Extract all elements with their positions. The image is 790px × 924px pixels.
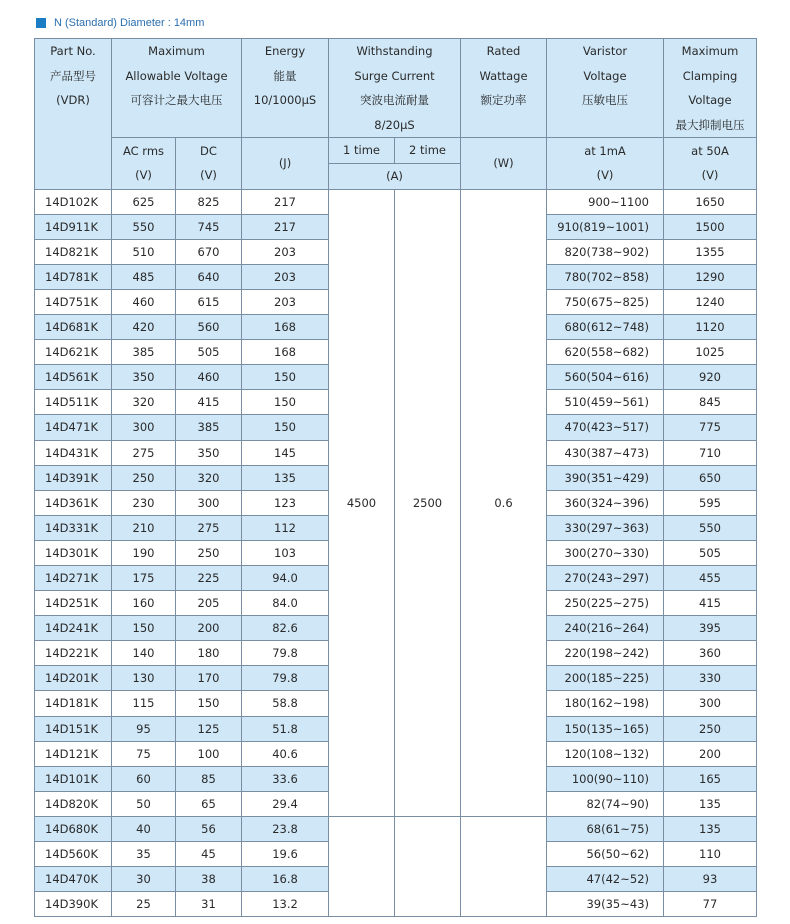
part-number-cell: 14D751K bbox=[35, 289, 112, 314]
varistor-voltage-cell: 910(819~1001) bbox=[547, 214, 664, 239]
ac-rms-cell: 300 bbox=[112, 415, 176, 440]
part-number-cell: 14D151K bbox=[35, 716, 112, 741]
ac-rms-cell: 385 bbox=[112, 340, 176, 365]
part-number-cell: 14D331K bbox=[35, 515, 112, 540]
energy-cell: 150 bbox=[242, 415, 329, 440]
table-body bbox=[35, 189, 757, 917]
header-energy bbox=[242, 39, 329, 138]
clamping-voltage-cell: 415 bbox=[664, 591, 757, 616]
energy-cell: 203 bbox=[242, 239, 329, 264]
header-clamping-sub bbox=[664, 138, 757, 189]
dc-cell: 505 bbox=[176, 340, 242, 365]
dc-cell: 320 bbox=[176, 465, 242, 490]
ac-rms-cell: 230 bbox=[112, 490, 176, 515]
dc-cell: 350 bbox=[176, 440, 242, 465]
part-number-cell: 14D101K bbox=[35, 766, 112, 791]
dc-cell: 100 bbox=[176, 741, 242, 766]
energy-cell: 135 bbox=[242, 465, 329, 490]
dc-cell: 275 bbox=[176, 515, 242, 540]
clamping-voltage-cell: 200 bbox=[664, 741, 757, 766]
energy-cell: 203 bbox=[242, 289, 329, 314]
merged-surge-2-cell: 2500 bbox=[395, 189, 461, 816]
clamping-voltage-cell: 920 bbox=[664, 365, 757, 390]
dc-cell: 180 bbox=[176, 641, 242, 666]
header-text: Allowable Voltage bbox=[125, 68, 228, 83]
dc-cell: 615 bbox=[176, 289, 242, 314]
ac-rms-cell: 140 bbox=[112, 641, 176, 666]
table-row bbox=[35, 189, 757, 214]
header-text: Wattage bbox=[479, 68, 528, 83]
varistor-voltage-cell: 150(135~165) bbox=[547, 716, 664, 741]
varistor-voltage-cell: 180(162~198) bbox=[547, 691, 664, 716]
part-number-cell: 14D911K bbox=[35, 214, 112, 239]
clamping-voltage-cell: 250 bbox=[664, 716, 757, 741]
table-header bbox=[35, 39, 757, 190]
header-text: Maximum bbox=[681, 44, 739, 58]
ac-rms-cell: 30 bbox=[112, 867, 176, 892]
part-number-cell: 14D361K bbox=[35, 490, 112, 515]
varistor-voltage-cell: 360(324~396) bbox=[547, 490, 664, 515]
header-text: Part No. bbox=[50, 44, 96, 58]
varistor-voltage-cell: 820(738~902) bbox=[547, 239, 664, 264]
merged-wattage-cell: 0.6 bbox=[461, 189, 547, 816]
header-text: DC bbox=[200, 143, 217, 158]
dc-cell: 85 bbox=[176, 766, 242, 791]
header-text: 压敏电压 bbox=[582, 93, 628, 108]
clamping-voltage-cell: 710 bbox=[664, 440, 757, 465]
energy-cell: 168 bbox=[242, 340, 329, 365]
dc-cell: 45 bbox=[176, 842, 242, 867]
empty-wattage-cell bbox=[461, 816, 547, 916]
spec-table bbox=[34, 38, 757, 917]
varistor-voltage-cell: 750(675~825) bbox=[547, 289, 664, 314]
part-number-cell: 14D121K bbox=[35, 741, 112, 766]
header-surge-1: 1 time bbox=[329, 138, 395, 164]
header-wattage-unit: (W) bbox=[461, 138, 547, 189]
part-number-cell: 14D681K bbox=[35, 315, 112, 340]
varistor-voltage-cell: 620(558~682) bbox=[547, 340, 664, 365]
header-clamping bbox=[664, 39, 757, 138]
header-text: (V) bbox=[596, 168, 614, 183]
ac-rms-cell: 130 bbox=[112, 666, 176, 691]
clamping-voltage-cell: 1290 bbox=[664, 264, 757, 289]
clamping-voltage-cell: 330 bbox=[664, 666, 757, 691]
energy-cell: 23.8 bbox=[242, 816, 329, 841]
dc-cell: 640 bbox=[176, 264, 242, 289]
clamping-voltage-cell: 455 bbox=[664, 565, 757, 590]
varistor-voltage-cell: 82(74~90) bbox=[547, 791, 664, 816]
energy-cell: 84.0 bbox=[242, 591, 329, 616]
dc-cell: 150 bbox=[176, 691, 242, 716]
header-text: Rated bbox=[486, 44, 521, 58]
ac-rms-cell: 510 bbox=[112, 239, 176, 264]
header-varistor-sub bbox=[547, 138, 664, 189]
ac-rms-cell: 60 bbox=[112, 766, 176, 791]
header-text: Voltage bbox=[583, 68, 627, 83]
varistor-voltage-cell: 430(387~473) bbox=[547, 440, 664, 465]
part-number-cell: 14D820K bbox=[35, 791, 112, 816]
header-text: Maximum bbox=[148, 44, 205, 58]
energy-cell: 103 bbox=[242, 540, 329, 565]
dc-cell: 745 bbox=[176, 214, 242, 239]
part-number-cell: 14D470K bbox=[35, 867, 112, 892]
header-surge bbox=[329, 39, 461, 138]
clamping-voltage-cell: 845 bbox=[664, 390, 757, 415]
varistor-voltage-cell: 68(61~75) bbox=[547, 816, 664, 841]
varistor-voltage-cell: 680(612~748) bbox=[547, 315, 664, 340]
dc-cell: 385 bbox=[176, 415, 242, 440]
energy-cell: 40.6 bbox=[242, 741, 329, 766]
section-title: N (Standard) Diameter : 14mm bbox=[54, 17, 205, 29]
header-text: at 50A bbox=[691, 143, 729, 158]
part-number-cell: 14D221K bbox=[35, 641, 112, 666]
header-text: (V) bbox=[701, 168, 719, 183]
varistor-voltage-cell: 100(90~110) bbox=[547, 766, 664, 791]
header-text: (VDR) bbox=[56, 93, 90, 108]
ac-rms-cell: 485 bbox=[112, 264, 176, 289]
header-text: 8/20μS bbox=[374, 117, 415, 132]
dc-cell: 670 bbox=[176, 239, 242, 264]
empty-surge-1-cell bbox=[329, 816, 395, 916]
energy-cell: 51.8 bbox=[242, 716, 329, 741]
dc-cell: 250 bbox=[176, 540, 242, 565]
varistor-voltage-cell: 560(504~616) bbox=[547, 365, 664, 390]
dc-cell: 31 bbox=[176, 892, 242, 917]
header-text: Varistor bbox=[582, 44, 628, 58]
energy-cell: 29.4 bbox=[242, 791, 329, 816]
energy-cell: 217 bbox=[242, 214, 329, 239]
empty-surge-2-cell bbox=[395, 816, 461, 916]
energy-cell: 79.8 bbox=[242, 641, 329, 666]
part-number-cell: 14D561K bbox=[35, 365, 112, 390]
header-text: Clamping bbox=[682, 68, 738, 83]
part-number-cell: 14D390K bbox=[35, 892, 112, 917]
header-text: (V) bbox=[135, 168, 152, 183]
part-number-cell: 14D391K bbox=[35, 465, 112, 490]
ac-rms-cell: 150 bbox=[112, 616, 176, 641]
varistor-voltage-cell: 330(297~363) bbox=[547, 515, 664, 540]
energy-cell: 150 bbox=[242, 390, 329, 415]
ac-rms-cell: 460 bbox=[112, 289, 176, 314]
header-text: (V) bbox=[200, 168, 217, 183]
dc-cell: 170 bbox=[176, 666, 242, 691]
clamping-voltage-cell: 135 bbox=[664, 816, 757, 841]
clamping-voltage-cell: 1120 bbox=[664, 315, 757, 340]
header-text: Withstanding bbox=[356, 44, 433, 58]
part-number-cell: 14D251K bbox=[35, 591, 112, 616]
varistor-voltage-cell: 240(216~264) bbox=[547, 616, 664, 641]
clamping-voltage-cell: 360 bbox=[664, 641, 757, 666]
ac-rms-cell: 175 bbox=[112, 565, 176, 590]
varistor-voltage-cell: 39(35~43) bbox=[547, 892, 664, 917]
dc-cell: 460 bbox=[176, 365, 242, 390]
clamping-voltage-cell: 550 bbox=[664, 515, 757, 540]
part-number-cell: 14D201K bbox=[35, 666, 112, 691]
part-number-cell: 14D680K bbox=[35, 816, 112, 841]
clamping-voltage-cell: 595 bbox=[664, 490, 757, 515]
header-part-no bbox=[35, 39, 112, 190]
dc-cell: 825 bbox=[176, 189, 242, 214]
header-text: 可容计之最大电压 bbox=[130, 93, 223, 108]
ac-rms-cell: 160 bbox=[112, 591, 176, 616]
dc-cell: 415 bbox=[176, 390, 242, 415]
energy-cell: 16.8 bbox=[242, 867, 329, 892]
part-number-cell: 14D181K bbox=[35, 691, 112, 716]
varistor-voltage-cell: 250(225~275) bbox=[547, 591, 664, 616]
energy-cell: 123 bbox=[242, 490, 329, 515]
ac-rms-cell: 40 bbox=[112, 816, 176, 841]
part-number-cell: 14D560K bbox=[35, 842, 112, 867]
clamping-voltage-cell: 1500 bbox=[664, 214, 757, 239]
header-text: 突波电流耐量 bbox=[360, 93, 429, 108]
energy-cell: 203 bbox=[242, 264, 329, 289]
ac-rms-cell: 420 bbox=[112, 315, 176, 340]
ac-rms-cell: 190 bbox=[112, 540, 176, 565]
dc-cell: 205 bbox=[176, 591, 242, 616]
clamping-voltage-cell: 135 bbox=[664, 791, 757, 816]
ac-rms-cell: 550 bbox=[112, 214, 176, 239]
part-number-cell: 14D301K bbox=[35, 540, 112, 565]
bullet-square-icon bbox=[36, 18, 46, 28]
ac-rms-cell: 95 bbox=[112, 716, 176, 741]
header-energy-unit: (J) bbox=[242, 138, 329, 189]
varistor-voltage-cell: 270(243~297) bbox=[547, 565, 664, 590]
clamping-voltage-cell: 1355 bbox=[664, 239, 757, 264]
ac-rms-cell: 350 bbox=[112, 365, 176, 390]
clamping-voltage-cell: 775 bbox=[664, 415, 757, 440]
energy-cell: 79.8 bbox=[242, 666, 329, 691]
merged-surge-1-cell: 4500 bbox=[329, 189, 395, 816]
varistor-voltage-cell: 220(198~242) bbox=[547, 641, 664, 666]
header-dc bbox=[176, 138, 242, 189]
part-number-cell: 14D821K bbox=[35, 239, 112, 264]
dc-cell: 65 bbox=[176, 791, 242, 816]
header-varistor bbox=[547, 39, 664, 138]
clamping-voltage-cell: 505 bbox=[664, 540, 757, 565]
ac-rms-cell: 50 bbox=[112, 791, 176, 816]
ac-rms-cell: 25 bbox=[112, 892, 176, 917]
energy-cell: 112 bbox=[242, 515, 329, 540]
varistor-voltage-cell: 780(702~858) bbox=[547, 264, 664, 289]
varistor-voltage-cell: 390(351~429) bbox=[547, 465, 664, 490]
energy-cell: 58.8 bbox=[242, 691, 329, 716]
header-wattage bbox=[461, 39, 547, 138]
energy-cell: 13.2 bbox=[242, 892, 329, 917]
clamping-voltage-cell: 165 bbox=[664, 766, 757, 791]
varistor-voltage-cell: 300(270~330) bbox=[547, 540, 664, 565]
header-text: 最大抑制电压 bbox=[675, 117, 745, 132]
part-number-cell: 14D621K bbox=[35, 340, 112, 365]
part-number-cell: 14D471K bbox=[35, 415, 112, 440]
ac-rms-cell: 210 bbox=[112, 515, 176, 540]
dc-cell: 125 bbox=[176, 716, 242, 741]
header-text: Voltage bbox=[688, 93, 732, 108]
header-surge-2: 2 time bbox=[395, 138, 461, 164]
part-number-cell: 14D102K bbox=[35, 189, 112, 214]
dc-cell: 560 bbox=[176, 315, 242, 340]
energy-cell: 33.6 bbox=[242, 766, 329, 791]
varistor-voltage-cell: 510(459~561) bbox=[547, 390, 664, 415]
header-text: at 1mA bbox=[584, 143, 626, 158]
dc-cell: 200 bbox=[176, 616, 242, 641]
ac-rms-cell: 320 bbox=[112, 390, 176, 415]
part-number-cell: 14D781K bbox=[35, 264, 112, 289]
ac-rms-cell: 625 bbox=[112, 189, 176, 214]
varistor-voltage-cell: 56(50~62) bbox=[547, 842, 664, 867]
clamping-voltage-cell: 1650 bbox=[664, 189, 757, 214]
header-text: 能量 bbox=[273, 68, 297, 83]
part-number-cell: 14D271K bbox=[35, 565, 112, 590]
energy-cell: 217 bbox=[242, 189, 329, 214]
header-text: 产品型号 bbox=[50, 68, 96, 83]
ac-rms-cell: 75 bbox=[112, 741, 176, 766]
dc-cell: 56 bbox=[176, 816, 242, 841]
clamping-voltage-cell: 77 bbox=[664, 892, 757, 917]
header-ac-rms bbox=[112, 138, 176, 189]
clamping-voltage-cell: 1240 bbox=[664, 289, 757, 314]
varistor-voltage-cell: 120(108~132) bbox=[547, 741, 664, 766]
header-text: 10/1000μS bbox=[253, 93, 317, 108]
clamping-voltage-cell: 395 bbox=[664, 616, 757, 641]
header-text: Energy bbox=[264, 44, 306, 58]
dc-cell: 300 bbox=[176, 490, 242, 515]
part-number-cell: 14D241K bbox=[35, 616, 112, 641]
varistor-voltage-cell: 900~1100 bbox=[547, 189, 664, 214]
header-text: Surge Current bbox=[354, 68, 435, 83]
clamping-voltage-cell: 110 bbox=[664, 842, 757, 867]
varistor-voltage-cell: 470(423~517) bbox=[547, 415, 664, 440]
varistor-voltage-cell: 200(185~225) bbox=[547, 666, 664, 691]
energy-cell: 168 bbox=[242, 315, 329, 340]
header-max-voltage bbox=[112, 39, 242, 138]
ac-rms-cell: 35 bbox=[112, 842, 176, 867]
energy-cell: 94.0 bbox=[242, 565, 329, 590]
part-number-cell: 14D511K bbox=[35, 390, 112, 415]
ac-rms-cell: 275 bbox=[112, 440, 176, 465]
spec-table-wrapper bbox=[34, 38, 757, 917]
ac-rms-cell: 115 bbox=[112, 691, 176, 716]
clamping-voltage-cell: 1025 bbox=[664, 340, 757, 365]
ac-rms-cell: 250 bbox=[112, 465, 176, 490]
clamping-voltage-cell: 650 bbox=[664, 465, 757, 490]
header-text: 额定功率 bbox=[480, 93, 527, 108]
energy-cell: 150 bbox=[242, 365, 329, 390]
dc-cell: 38 bbox=[176, 867, 242, 892]
energy-cell: 82.6 bbox=[242, 616, 329, 641]
section-heading bbox=[36, 15, 204, 31]
clamping-voltage-cell: 300 bbox=[664, 691, 757, 716]
clamping-voltage-cell: 93 bbox=[664, 867, 757, 892]
energy-cell: 19.6 bbox=[242, 842, 329, 867]
varistor-voltage-cell: 47(42~52) bbox=[547, 867, 664, 892]
energy-cell: 145 bbox=[242, 440, 329, 465]
part-number-cell: 14D431K bbox=[35, 440, 112, 465]
header-text: AC rms bbox=[122, 143, 165, 158]
table-row bbox=[35, 816, 757, 841]
header-surge-unit: (A) bbox=[329, 163, 461, 189]
dc-cell: 225 bbox=[176, 565, 242, 590]
